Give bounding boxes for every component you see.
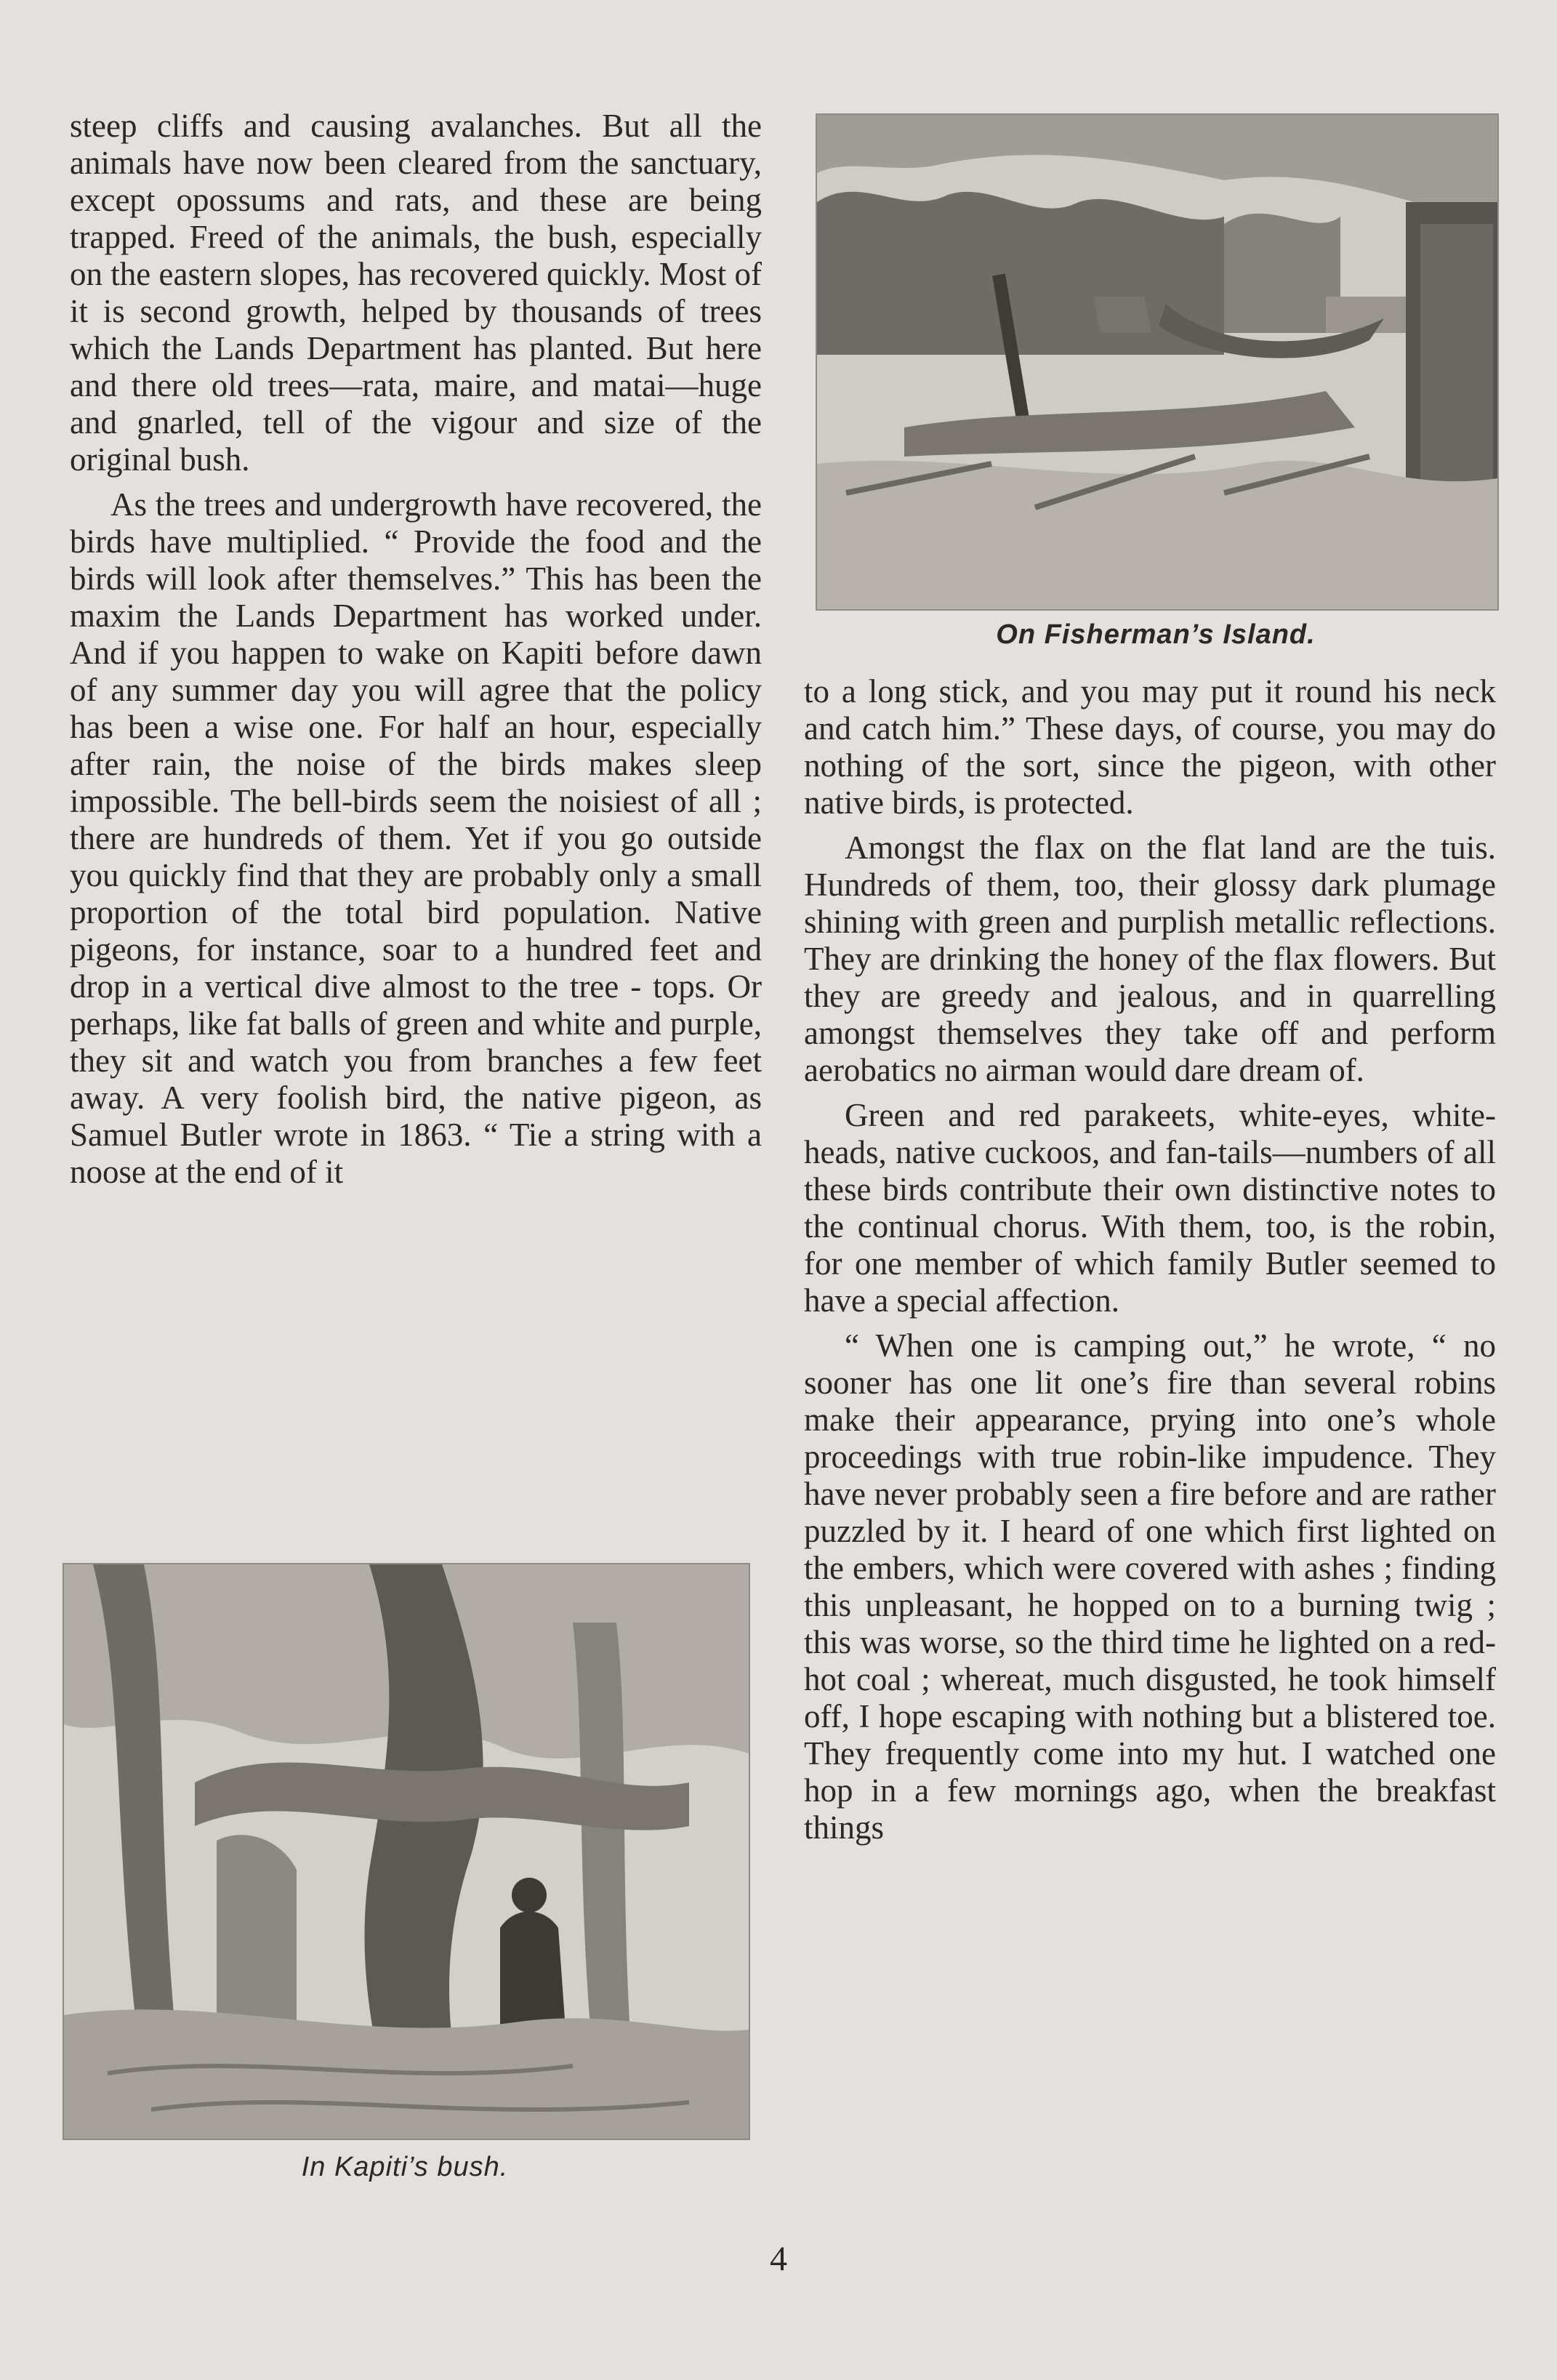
paragraph: As the trees and undergrowth have recovered, the birds have multiplied. “ Provide the food and the birds will look after themselves.” This has been the maxim the Lands Department has worked under. And if you happen to wake on Kapiti before dawn of any summer day you will agree that the policy has been a wise one. For half an hour, especially after rain, the noise of the birds makes sleep impossible. The bell-birds seem the noisiest of all ; there are hundreds of them. Yet if you go outside you quickly find that they are probably only a small proportion of the total bird population. Native pigeons, for instance, soar to a hundred feet and drop in a vertical dive almost to the tree - tops. Or perhaps, like fat balls of green and white and purple, they sit and watch you from branches a few feet away. A very foolish bird, the native pigeon, as Samuel Butler wrote in 1863. “ Tie a string with a noose at the end of it (70, 486, 762, 1190)
paragraph: Amongst the flax on the flat land are the tuis. Hundreds of them, too, their glossy dark plumage shining with green and purplish metallic reflections. They are drinking the honey of the flax flowers. But they are greedy and jealous, and in quarrelling amongst themselves they take off and perform aerobatics no airman would dare dream of. (804, 829, 1496, 1088)
paragraph: steep cliffs and causing avalanches. But all the animals have now been cleared from the sanctuary, except opossums and rats, and these are being trapped. Freed of the animals, the bush, especially on the eastern slopes, has recovered quickly. Most of it is second growth, helped by thousands of trees which the Lands Department has planted. But here and there old trees—rata, maire, and matai—huge and gnarled, tell of the vigour and size of the original bush. (70, 108, 762, 478)
paragraph: to a long stick, and you may put it round his neck and catch him.” These days, of course, you may do nothing of the sort, since the pigeon, with other native birds, is protected. (804, 673, 1496, 821)
boat-shed-sketch (817, 115, 1497, 609)
caption-bottom: In Kapiti’s bush. (301, 2152, 509, 2182)
paragraph: “ When one is camping out,” he wrote, “ no sooner has one lit one’s fire than several robins make their appearance, prying into one’s whole proceedings with true robin-like impudence. They have never probably seen a fire before and are rather puzzled by it. I heard of one which first lighted on the embers, which were covered with ashes ; finding this unpleasant, he hopped on to a burning twig ; this was worse, so the third time he lighted on a red-hot coal ; whereat, much disgusted, he took himself off, I hope escaping with nothing but a blistered toe. They frequently come into my hut. I watched one hop in a few mornings ago, when the breakfast things (804, 1327, 1496, 1846)
bush-sketch (64, 1564, 749, 2139)
paragraph: Green and red parakeets, white-eyes, white-heads, native cuckoos, and fan-tails—numbers of all these birds contribute their own distinctive notes to the continual chorus. With them, too, is the robin, for one member of which family Butler seemed to have a special affection. (804, 1097, 1496, 1319)
left-text-column (70, 108, 762, 1191)
right-text-column (804, 673, 1496, 1846)
caption-top: On Fisherman’s Island. (996, 619, 1316, 650)
illustration-kapiti-bush (63, 1563, 750, 2140)
illustration-fishermans-island (816, 113, 1499, 611)
page-number: 4 (770, 2240, 787, 2278)
